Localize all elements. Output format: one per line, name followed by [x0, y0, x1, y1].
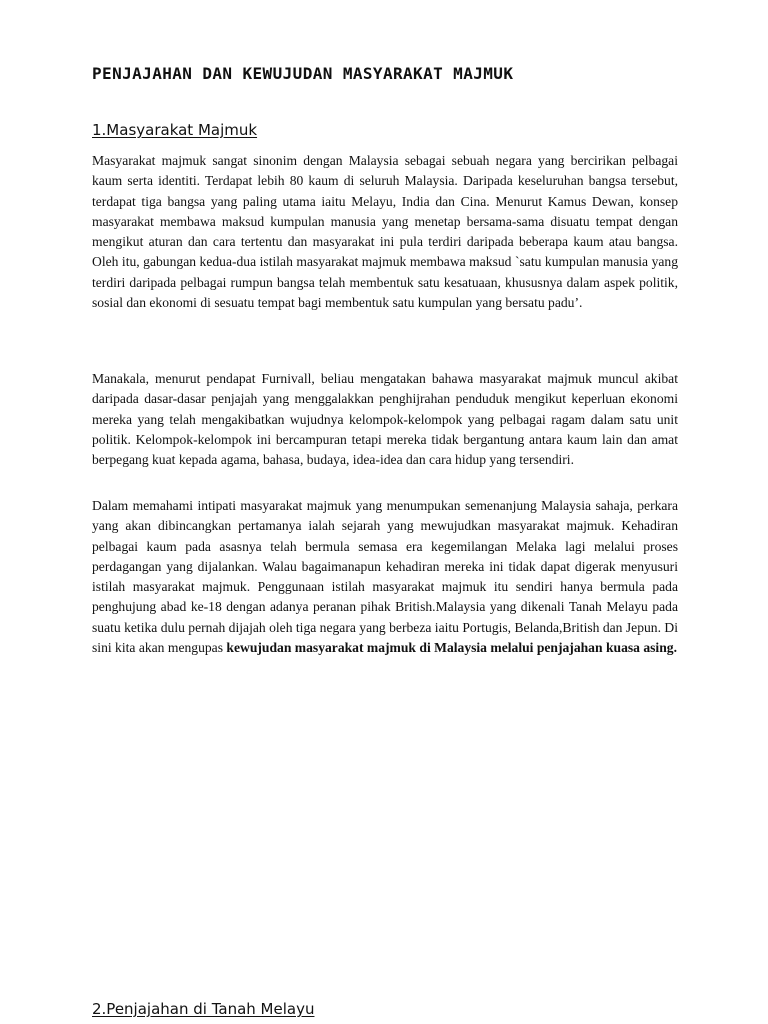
paragraph-history — [92, 496, 678, 658]
paragraph-history-text: Dalam memahami intipati masyarakat majmuk yang menumpukan semenanjung Malaysia sahaja, perkara yang akan dibincangkan pertamanya ialah sejarah yang mewujudkan masyarakat majmuk. Kehadiran pelbagai kaum pada asasnya telah bermula semasa era kegemilangan Melaka lagi melalui proses perdagangan yang dijalankan. Walau bagaimanapun kehadiran mereka ini tidak dapat digerak menyusuri istilah masyarakat majmuk. Penggunaan istilah masyarakat majmuk itu sendiri hanya bermula pada penghujung abad ke-18 dengan adanya peranan pihak British.Malaysia yang dikenali Tanah Melayu pada suatu ketika dulu pernah dijajah oleh tiga negara yang berbeza iaitu Portugis, Belanda,British dan Jepun. Di sini kita akan mengupas — [92, 498, 678, 656]
paragraph-definition: Masyarakat majmuk sangat sinonim dengan Malaysia sebagai sebuah negara yang bercirikan pelbagai kaum serta identiti. Terdapat lebih 80 kaum di seluruh Malaysia. Daripada keseluruhan bangsa tersebut, terdapat tiga bangsa yang paling utama iaitu Melayu, India dan Cina. Menurut Kamus Dewan, konsep masyarakat membawa maksud kumpulan manusia yang menetap bersama-sama disuatu tempat dengan mengikut aturan dan cara tertentu dan masyarakat ini pula terdiri daripada beberapa kaum atau bangsa. Oleh itu, gabungan kedua-dua istilah masyarakat majmuk membawa maksud `satu kumpulan manusia yang terdiri daripada pelbagai rumpun bangsa telah membentuk satu kesatuaan, khususnya dalam aspek politik, sosial dan ekonomi di sesuatu tempat bagi membentuk satu kumpulan yang bersatu padu’. — [92, 153, 678, 311]
section-heading-penjajahan: 2.Penjajahan di Tanah Melayu — [92, 1000, 315, 1018]
paragraph-history-bold-text: kewujudan masyarakat majmuk di Malaysia melalui penjajahan kuasa asing. — [226, 640, 677, 656]
section-heading-masyarakat-majmuk: 1.Masyarakat Majmuk — [92, 121, 258, 139]
paragraph-furnivall: Manakala, menurut pendapat Furnivall, beliau mengatakan bahawa masyarakat majmuk muncul akibat daripada dasar-dasar penjajah yang menggalakkan penghijrahan penduduk mengikut keperluan ekonomi mereka yang telah mengakibatkan wujudnya kelompok-kelompok yang pelbagai ragam dalam satu unit politik. Kelompok-kelompok ini bercampuran tetapi mereka tidak bergantung antara kaum lain dan amat berpegang kuat kepada agama, bahasa, budaya, idea-idea dan cara hidup yang tersendiri. — [92, 371, 678, 468]
document-title: PENJAJAHAN DAN KEWUJUDAN MASYARAKAT MAJMUK — [92, 64, 514, 83]
